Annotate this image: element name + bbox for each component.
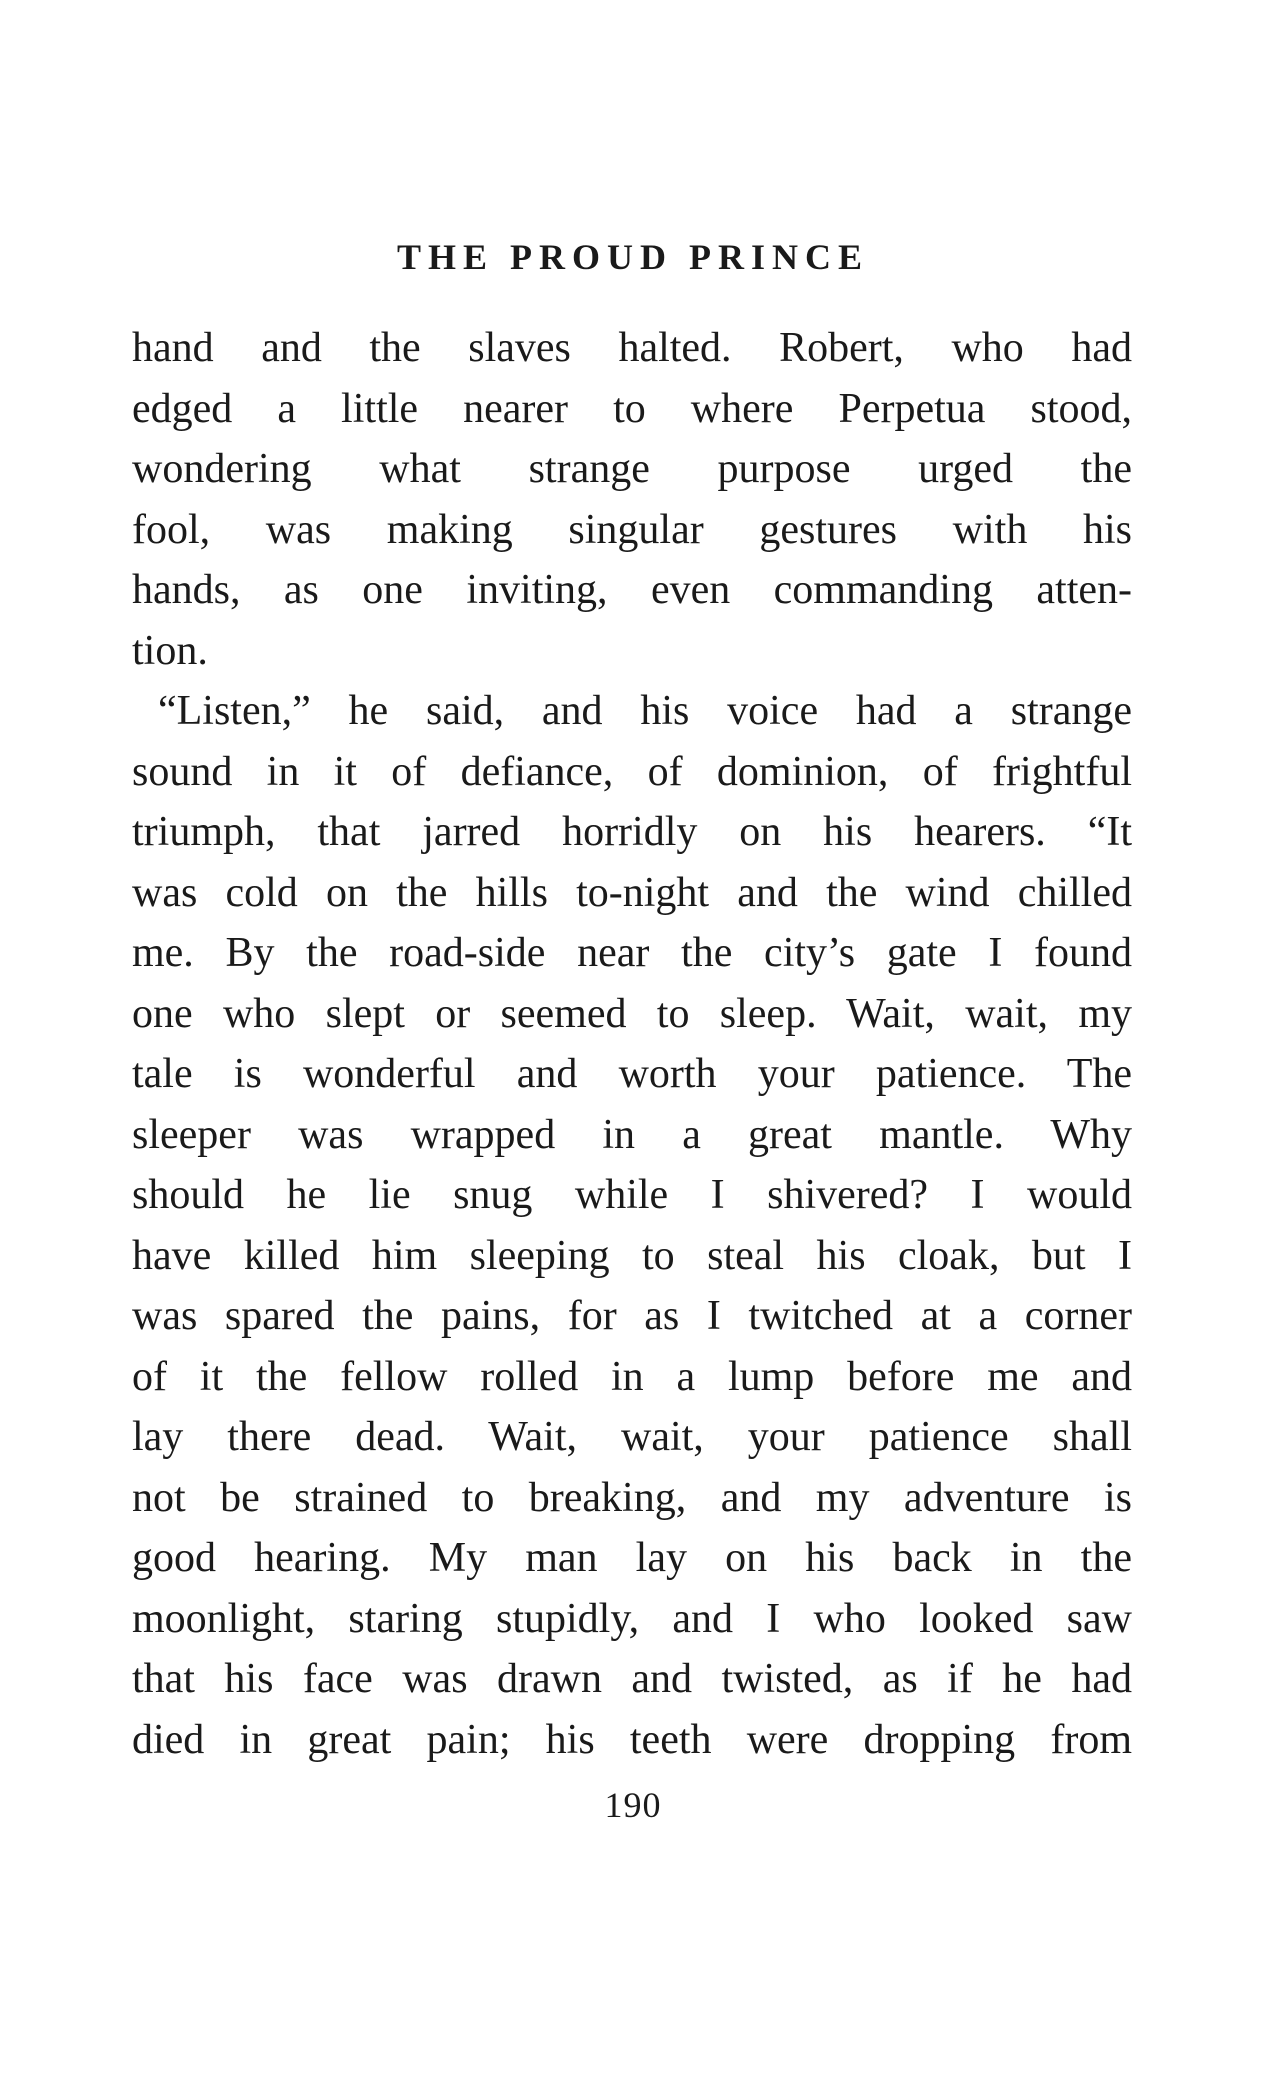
text-line: one who slept or seemed to sleep. Wait, wait, my	[132, 990, 1132, 1037]
body-text	[132, 318, 1132, 1770]
text-line: good hearing. My man lay on his back in the	[132, 1535, 1132, 1581]
text-line: me. By the road-side near the city’s gate I found	[132, 930, 1132, 976]
text-line: “Listen,” he said, and his voice had a strange	[158, 688, 1132, 734]
text-line: tale is wonderful and worth your patience. The	[132, 1051, 1132, 1097]
text-line: tion.	[132, 627, 208, 674]
text-line: not be strained to breaking, and my adventure is	[132, 1474, 1132, 1521]
text-line: edged a little nearer to where Perpetua stood,	[132, 385, 1132, 432]
text-line: was spared the pains, for as I twitched at a corner	[132, 1293, 1132, 1339]
text-line: sound in it of defiance, of dominion, of frightful	[132, 748, 1132, 795]
text-line: should he lie snug while I shivered? I would	[132, 1172, 1132, 1218]
text-line: died in great pain; his teeth were dropping from	[132, 1716, 1132, 1763]
text-line: hand and the slaves halted. Robert, who had	[132, 325, 1132, 371]
text-line: triumph, that jarred horridly on his hearers. “It	[132, 809, 1132, 855]
text-line: wondering what strange purpose urged the	[132, 446, 1132, 492]
text-line: of it the fellow rolled in a lump before me and	[132, 1353, 1132, 1400]
text-line: fool, was making singular gestures with his	[132, 506, 1132, 553]
text-line: was cold on the hills to-night and the wind chilled	[132, 869, 1132, 916]
text-line: have killed him sleeping to steal his cloak, but I	[132, 1232, 1132, 1279]
text-line: sleeper was wrapped in a great mantle. Why	[132, 1111, 1132, 1158]
text-line: that his face was drawn and twisted, as if he had	[132, 1656, 1132, 1702]
text-line: lay there dead. Wait, wait, your patience shall	[132, 1414, 1132, 1460]
text-line: hands, as one inviting, even commanding atten-	[132, 567, 1132, 613]
text-line: moonlight, staring stupidly, and I who looked saw	[132, 1595, 1132, 1642]
running-head: THE PROUD PRINCE	[396, 237, 870, 277]
page-number: 190	[604, 1785, 662, 1825]
